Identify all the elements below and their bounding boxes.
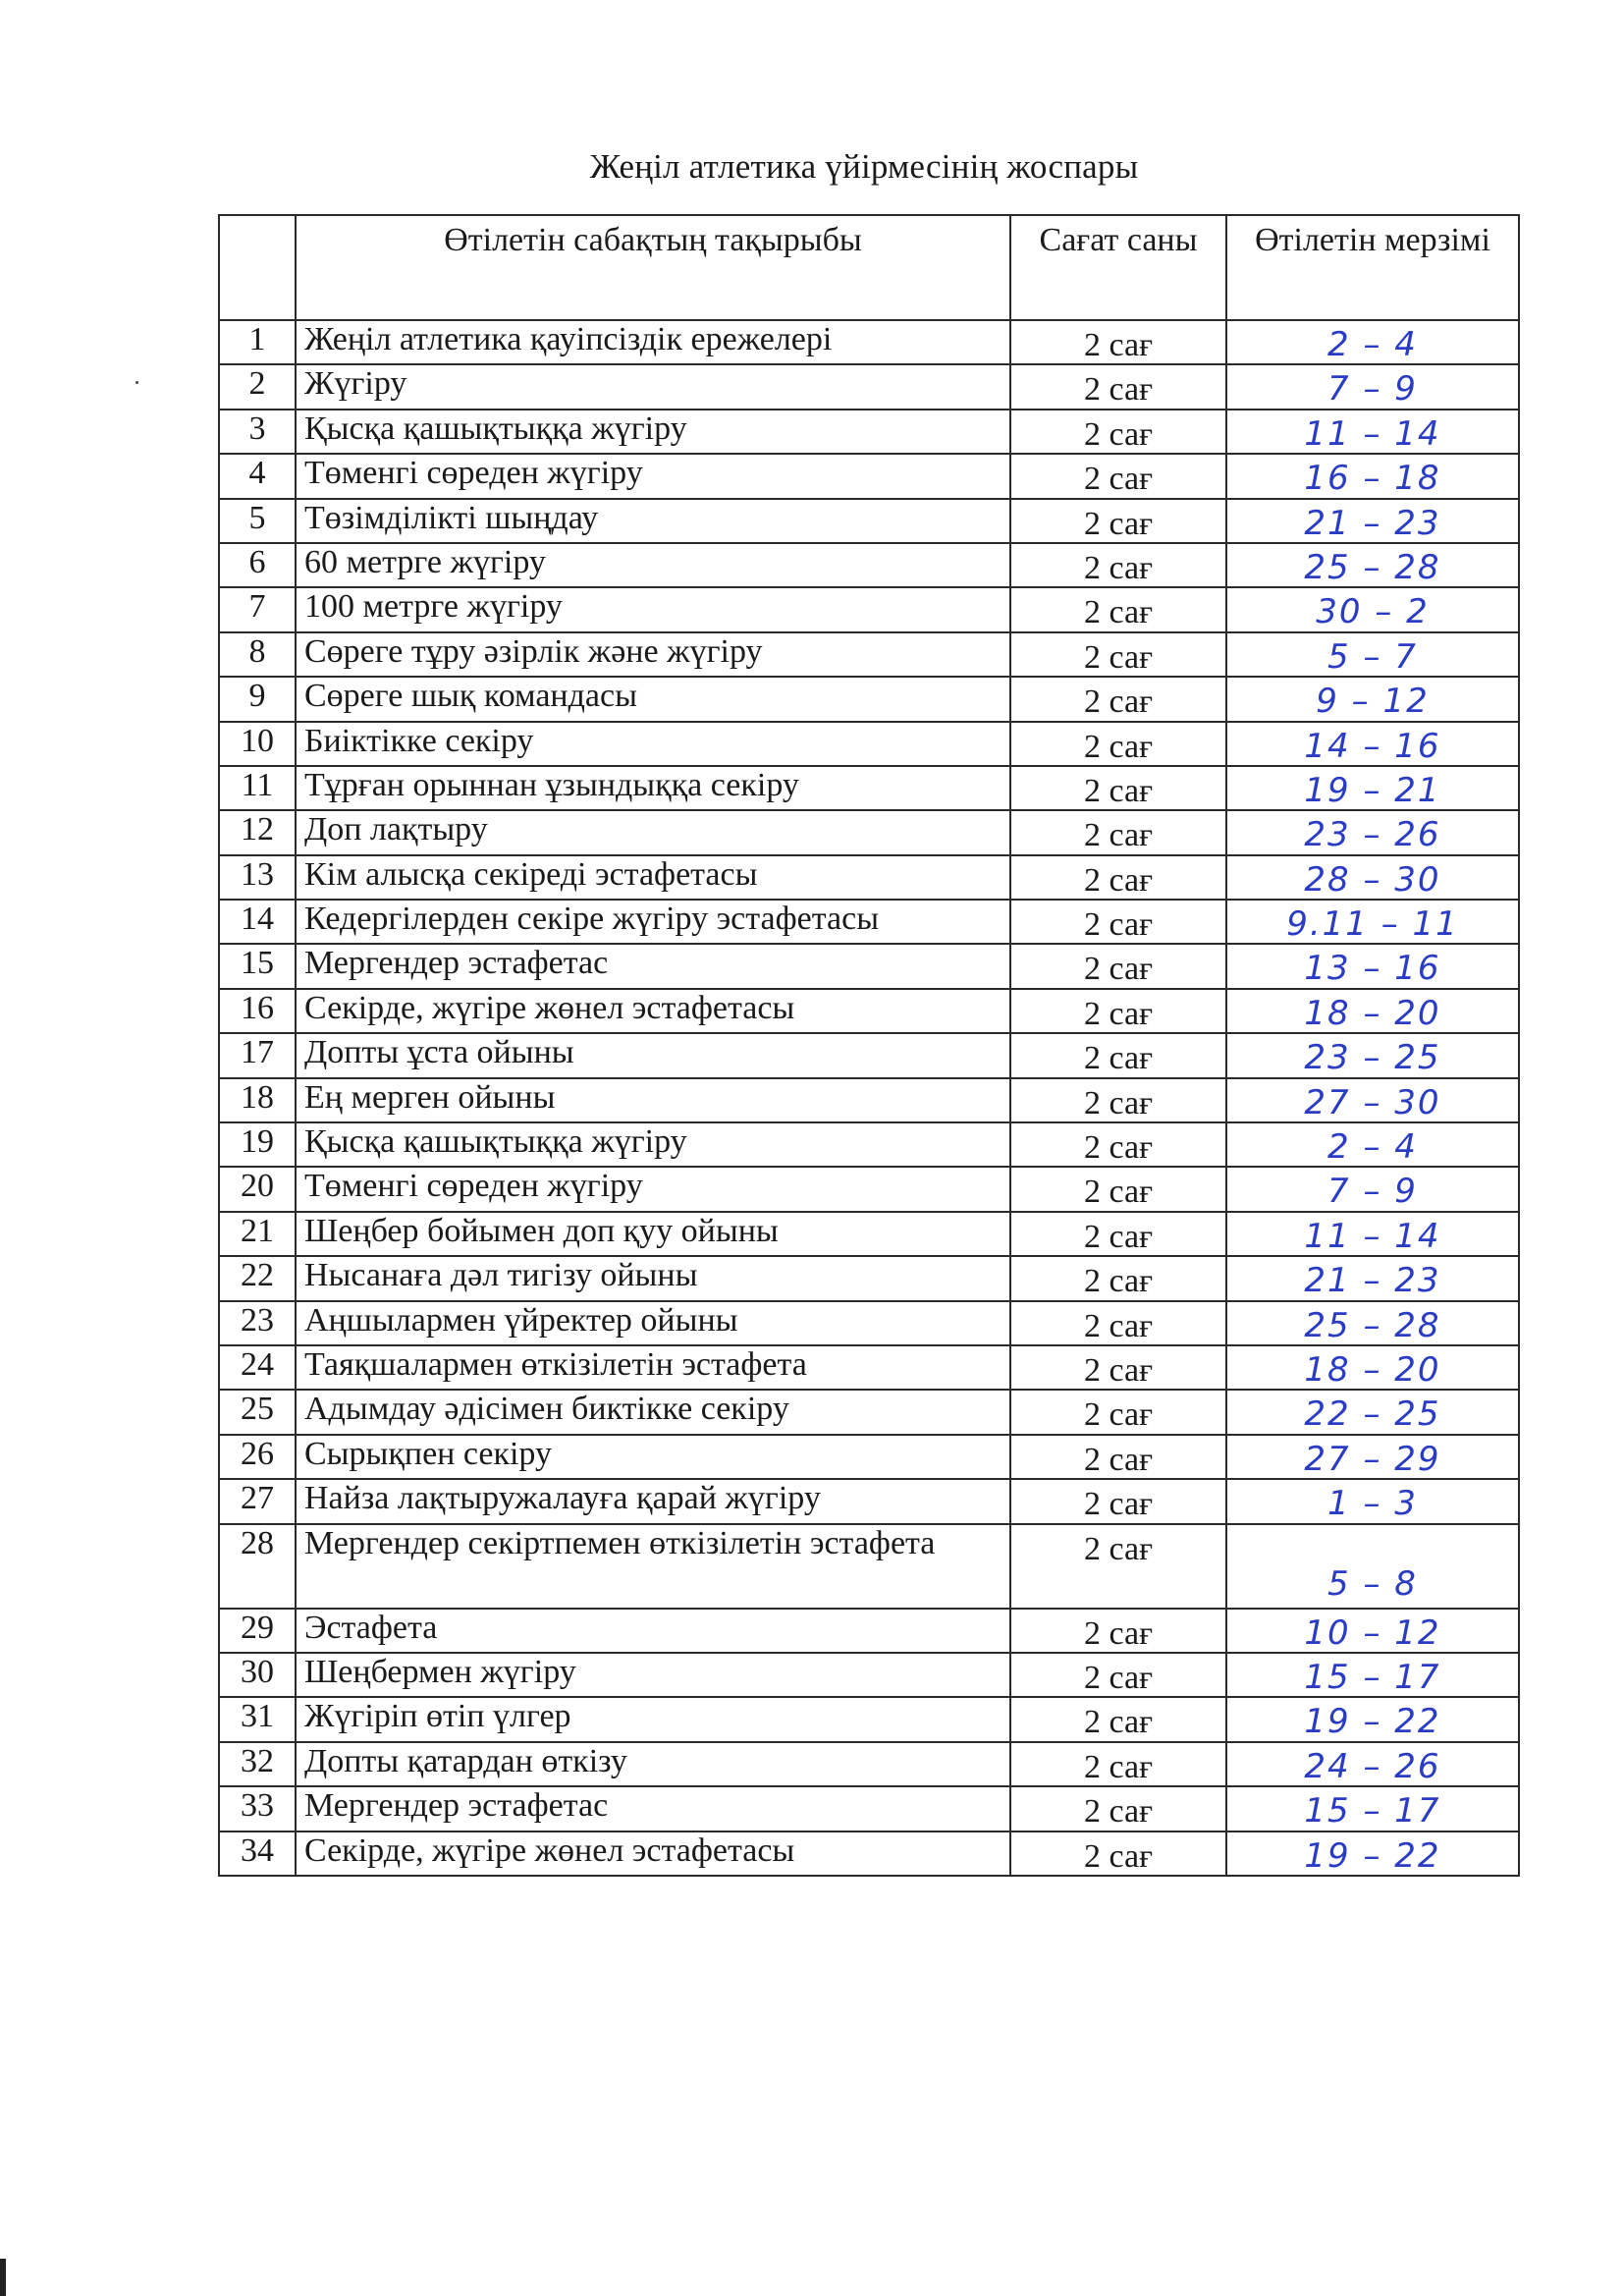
header-row xyxy=(219,215,1519,320)
row-topic: Найза лақтыружалауға қарай жүгіру xyxy=(296,1479,1010,1523)
row-topic: Сырықпен секіру xyxy=(296,1435,1010,1479)
row-date: 2 – 4 xyxy=(1226,320,1519,364)
scan-edge-mark xyxy=(0,2259,6,2296)
header-number xyxy=(219,215,296,320)
row-topic: Жүгіріп өтіп үлгер xyxy=(296,1697,1010,1741)
table-row xyxy=(219,1609,1519,1653)
row-date: 25 – 28 xyxy=(1226,543,1519,587)
row-number: 1 xyxy=(219,320,296,364)
row-number: 15 xyxy=(219,944,296,988)
row-topic: Допты қатардан өткізу xyxy=(296,1742,1010,1786)
row-hours: 2 сағ xyxy=(1010,722,1226,766)
row-topic: Төменгі сөреден жүгіру xyxy=(296,1167,1010,1211)
row-topic: Қысқа қашықтыққа жүгіру xyxy=(296,1122,1010,1167)
row-topic: Қысқа қашықтыққа жүгіру xyxy=(296,410,1010,454)
row-hours: 2 сағ xyxy=(1010,1831,1226,1876)
row-number: 26 xyxy=(219,1435,296,1479)
table-row xyxy=(219,989,1519,1033)
row-hours: 2 сағ xyxy=(1010,1479,1226,1523)
row-hours: 2 сағ xyxy=(1010,587,1226,631)
row-date: 18 – 20 xyxy=(1226,1345,1519,1390)
table-row xyxy=(219,1786,1519,1831)
row-date: 21 – 23 xyxy=(1226,499,1519,543)
row-topic: Нысанаға дәл тигізу ойыны xyxy=(296,1256,1010,1300)
row-hours: 2 сағ xyxy=(1010,1345,1226,1390)
row-number: 12 xyxy=(219,810,296,854)
row-hours: 2 сағ xyxy=(1010,1033,1226,1077)
table-row xyxy=(219,543,1519,587)
row-number: 21 xyxy=(219,1212,296,1256)
row-date: 22 – 25 xyxy=(1226,1390,1519,1434)
row-date: 11 – 14 xyxy=(1226,410,1519,454)
row-topic: Аңшылармен үйректер ойыны xyxy=(296,1301,1010,1345)
row-number: 30 xyxy=(219,1653,296,1697)
row-topic: 100 метрге жүгіру xyxy=(296,587,1010,631)
row-hours: 2 сағ xyxy=(1010,900,1226,944)
row-hours: 2 сағ xyxy=(1010,632,1226,677)
row-hours: 2 сағ xyxy=(1010,1212,1226,1256)
row-number: 9 xyxy=(219,677,296,721)
table-row xyxy=(219,1301,1519,1345)
plan-table xyxy=(218,214,1520,1877)
row-number: 28 xyxy=(219,1524,296,1609)
row-number: 8 xyxy=(219,632,296,677)
row-date: 19 – 22 xyxy=(1226,1697,1519,1741)
row-number: 16 xyxy=(219,989,296,1033)
row-date: 7 – 9 xyxy=(1226,1167,1519,1211)
row-hours: 2 сағ xyxy=(1010,1390,1226,1434)
row-hours: 2 сағ xyxy=(1010,1609,1226,1653)
table-row xyxy=(219,900,1519,944)
row-hours: 2 сағ xyxy=(1010,543,1226,587)
row-topic: Мергендер эстафетас xyxy=(296,944,1010,988)
table-row xyxy=(219,1435,1519,1479)
row-date: 30 – 2 xyxy=(1226,587,1519,631)
row-date: 19 – 21 xyxy=(1226,766,1519,810)
row-date: 18 – 20 xyxy=(1226,989,1519,1033)
table-row xyxy=(219,1653,1519,1697)
row-hours: 2 сағ xyxy=(1010,320,1226,364)
row-date: 28 – 30 xyxy=(1226,855,1519,900)
row-number: 4 xyxy=(219,454,296,498)
table-row xyxy=(219,1742,1519,1786)
row-date: 5 – 8 xyxy=(1226,1524,1519,1609)
row-number: 14 xyxy=(219,900,296,944)
row-number: 32 xyxy=(219,1742,296,1786)
row-number: 6 xyxy=(219,543,296,587)
row-hours: 2 сағ xyxy=(1010,1256,1226,1300)
row-number: 20 xyxy=(219,1167,296,1211)
row-date: 13 – 16 xyxy=(1226,944,1519,988)
row-hours: 2 сағ xyxy=(1010,499,1226,543)
row-date: 7 – 9 xyxy=(1226,364,1519,409)
row-topic: Кедергілерден секіре жүгіру эстафетасы xyxy=(296,900,1010,944)
table-row xyxy=(219,454,1519,498)
stray-dot xyxy=(135,381,138,384)
row-date: 15 – 17 xyxy=(1226,1786,1519,1831)
table-row xyxy=(219,1256,1519,1300)
row-topic: Ең мерген ойыны xyxy=(296,1078,1010,1122)
row-topic: Тұрған орыннан ұзындыққа секіру xyxy=(296,766,1010,810)
table-row xyxy=(219,1697,1519,1741)
row-number: 3 xyxy=(219,410,296,454)
row-number: 31 xyxy=(219,1697,296,1741)
row-topic: Кім алысқа секіреді эстафетасы xyxy=(296,855,1010,900)
table-row xyxy=(219,810,1519,854)
table-row xyxy=(219,722,1519,766)
row-date: 9 – 12 xyxy=(1226,677,1519,721)
row-number: 10 xyxy=(219,722,296,766)
row-date: 23 – 26 xyxy=(1226,810,1519,854)
row-number: 25 xyxy=(219,1390,296,1434)
row-hours: 2 сағ xyxy=(1010,1742,1226,1786)
row-hours: 2 сағ xyxy=(1010,1122,1226,1167)
table-row xyxy=(219,410,1519,454)
header-topic: Өтілетін сабақтың тақырыбы xyxy=(296,215,1010,320)
row-date: 27 – 30 xyxy=(1226,1078,1519,1122)
table-body xyxy=(219,320,1519,1876)
row-topic: 60 метрге жүгіру xyxy=(296,543,1010,587)
row-number: 5 xyxy=(219,499,296,543)
table-row xyxy=(219,364,1519,409)
table-row xyxy=(219,1831,1519,1876)
row-topic: Таяқшалармен өткізілетін эстафета xyxy=(296,1345,1010,1390)
row-number: 27 xyxy=(219,1479,296,1523)
row-date: 24 – 26 xyxy=(1226,1742,1519,1786)
row-hours: 2 сағ xyxy=(1010,855,1226,900)
row-hours: 2 сағ xyxy=(1010,1653,1226,1697)
row-date: 14 – 16 xyxy=(1226,722,1519,766)
row-topic: Сөреге тұру әзірлік және жүгіру xyxy=(296,632,1010,677)
table-row xyxy=(219,677,1519,721)
row-topic: Секірде, жүгіре жөнел эстафетасы xyxy=(296,989,1010,1033)
table-row xyxy=(219,632,1519,677)
table-header xyxy=(219,215,1519,320)
row-hours: 2 сағ xyxy=(1010,1435,1226,1479)
row-hours: 2 сағ xyxy=(1010,1167,1226,1211)
row-topic: Жүгіру xyxy=(296,364,1010,409)
row-number: 24 xyxy=(219,1345,296,1390)
table-row xyxy=(219,1390,1519,1434)
row-topic: Мергендер эстафетас xyxy=(296,1786,1010,1831)
row-hours: 2 сағ xyxy=(1010,1524,1226,1609)
row-number: 23 xyxy=(219,1301,296,1345)
row-hours: 2 сағ xyxy=(1010,766,1226,810)
table-row xyxy=(219,1212,1519,1256)
table-row xyxy=(219,320,1519,364)
row-number: 11 xyxy=(219,766,296,810)
table-row xyxy=(219,1078,1519,1122)
row-hours: 2 сағ xyxy=(1010,1301,1226,1345)
row-number: 29 xyxy=(219,1609,296,1653)
table-row xyxy=(219,766,1519,810)
row-hours: 2 сағ xyxy=(1010,364,1226,409)
row-topic: Жеңіл атлетика қауіпсіздік ережелері xyxy=(296,320,1010,364)
table-row xyxy=(219,855,1519,900)
row-number: 7 xyxy=(219,587,296,631)
header-date: Өтілетін мерзімі xyxy=(1226,215,1519,320)
table-row xyxy=(219,587,1519,631)
row-date: 9.11 – 11 xyxy=(1226,900,1519,944)
row-hours: 2 сағ xyxy=(1010,454,1226,498)
row-topic: Төзімділікті шыңдау xyxy=(296,499,1010,543)
table-row xyxy=(219,944,1519,988)
table-row xyxy=(219,1167,1519,1211)
row-hours: 2 сағ xyxy=(1010,989,1226,1033)
row-date: 5 – 7 xyxy=(1226,632,1519,677)
table-row xyxy=(219,1479,1519,1523)
row-number: 17 xyxy=(219,1033,296,1077)
row-date: 10 – 12 xyxy=(1226,1609,1519,1653)
row-date: 1 – 3 xyxy=(1226,1479,1519,1523)
row-topic: Биіктікке секіру xyxy=(296,722,1010,766)
row-topic: Допты ұста ойыны xyxy=(296,1033,1010,1077)
row-date: 19 – 22 xyxy=(1226,1831,1519,1876)
row-number: 2 xyxy=(219,364,296,409)
row-number: 22 xyxy=(219,1256,296,1300)
row-topic: Сөреге шық командасы xyxy=(296,677,1010,721)
row-topic: Адымдау әдісімен биктікке секіру xyxy=(296,1390,1010,1434)
row-hours: 2 сағ xyxy=(1010,410,1226,454)
table-row xyxy=(219,1033,1519,1077)
row-date: 2 – 4 xyxy=(1226,1122,1519,1167)
table-row xyxy=(219,1122,1519,1167)
row-topic: Шеңбер бойымен доп қуу ойыны xyxy=(296,1212,1010,1256)
row-date: 11 – 14 xyxy=(1226,1212,1519,1256)
row-hours: 2 сағ xyxy=(1010,944,1226,988)
row-hours: 2 сағ xyxy=(1010,1786,1226,1831)
row-hours: 2 сағ xyxy=(1010,810,1226,854)
row-hours: 2 сағ xyxy=(1010,1697,1226,1741)
table-row xyxy=(219,1524,1519,1609)
row-topic: Секірде, жүгіре жөнел эстафетасы xyxy=(296,1831,1010,1876)
row-number: 33 xyxy=(219,1786,296,1831)
row-date: 21 – 23 xyxy=(1226,1256,1519,1300)
row-date: 16 – 18 xyxy=(1226,454,1519,498)
header-hours: Сағат саны xyxy=(1010,215,1226,320)
row-date: 27 – 29 xyxy=(1226,1435,1519,1479)
row-hours: 2 сағ xyxy=(1010,1078,1226,1122)
row-number: 34 xyxy=(219,1831,296,1876)
row-date: 23 – 25 xyxy=(1226,1033,1519,1077)
table-row xyxy=(219,1345,1519,1390)
row-date: 25 – 28 xyxy=(1226,1301,1519,1345)
page-title: Жеңіл атлетика үйірмесінің жоспары xyxy=(589,147,1139,186)
row-topic: Шеңбермен жүгіру xyxy=(296,1653,1010,1697)
row-topic: Доп лақтыру xyxy=(296,810,1010,854)
row-number: 19 xyxy=(219,1122,296,1167)
row-topic: Мергендер секіртпемен өткізілетін эстафета xyxy=(296,1524,1010,1609)
row-hours: 2 сағ xyxy=(1010,677,1226,721)
row-number: 13 xyxy=(219,855,296,900)
row-number: 18 xyxy=(219,1078,296,1122)
row-date: 15 – 17 xyxy=(1226,1653,1519,1697)
table-row xyxy=(219,499,1519,543)
row-topic: Төменгі сөреден жүгіру xyxy=(296,454,1010,498)
row-topic: Эстафета xyxy=(296,1609,1010,1653)
